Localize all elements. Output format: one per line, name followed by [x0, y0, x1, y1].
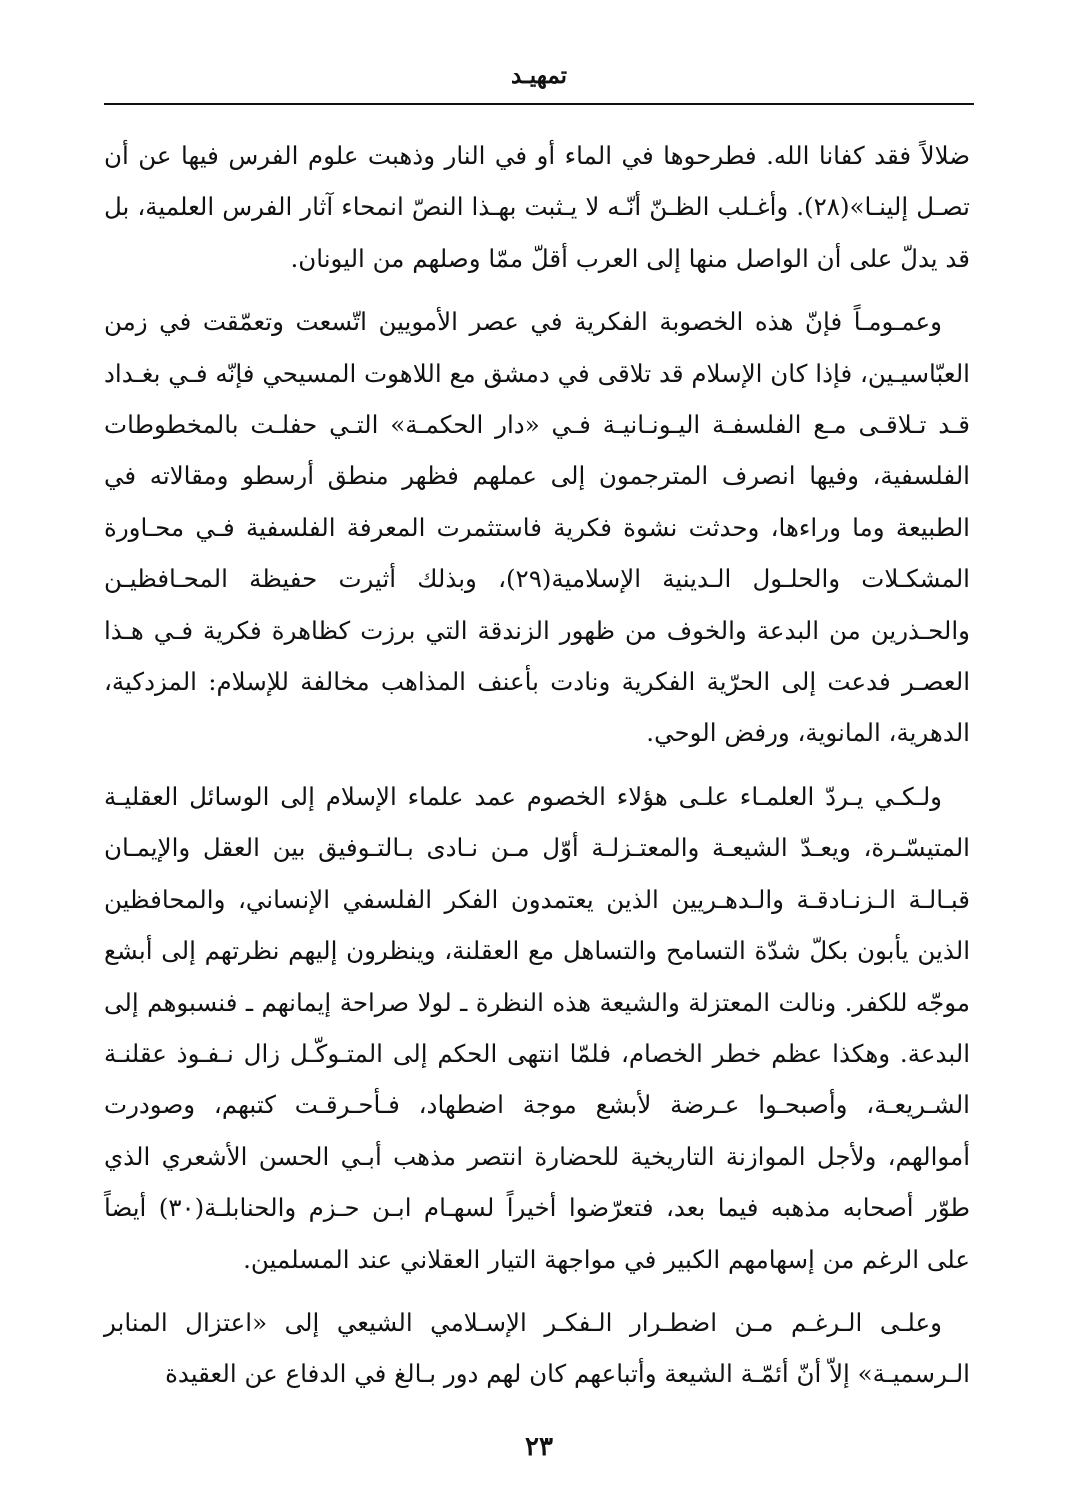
paragraph-3: ولـكـي يـردّ العلمـاء علـى هؤلاء الخصوم عمد علماء الإسلام إلى الوسائل العقليـة المتيسّـرة، ويعـدّ الشيعـة والمعتـزلـة أوّل مـن نـادى بـالتـوفيق بين العقل والإيمـان قبـالـة الـزنـادقـة والـدهـريين الذين يعتمدون الفكر الفلسفي الإنساني، والمحافظين الذين يأبون بكلّ شدّة التسامح والتساهل مع العقلنة، وينظرون إليهم نظرتهم إلى أبشع موجّه للكفر. ونالت المعتزلة والشيعة هذه النظرة ـ لولا صراحة إيمانهم ـ فنسبوهم إلى البدعة. وهكذا عظم خطر الخصام، فلمّا انتهى الحكم إلى المتـوكّـل زال نـفـوذ عقلنـة الشـريعـة، وأصبحـوا عـرضة لأبشع موجة اضطهاد، فـأحـرقـت كتبهم، وصودرت أموالهم، ولأجل الموازنة التاريخية للحضارة انتصر مذهب أبـي الحسن الأشعري الذي طوّر أصحابه مذهبه فيما بعد، فتعرّضوا أخيراً لسهـام ابـن حـزم والحنابلـة(٣٠) أيضاً على الرغم من إسهامهم الكبير في مواجهة التيار العقلاني عند المسلمين.	[104, 781, 970, 1274]
page-number: ٢٣	[525, 1432, 553, 1462]
paragraph-1: ضلالاً فقد كفانا الله. فطرحوها في الماء أو في النار وذهبت علوم الفرس فيها عن أن تصـل إلينـا»(٢٨). وأغـلب الظـنّ أنّـه لا يـثبت بهـذا النصّ انمحاء آثار الفرس العلمية، بل قد يدلّ على أن الواصل منها إلى العرب أقلّ ممّا وصلهم من اليونان.	[104, 141, 970, 273]
body-text	[104, 130, 970, 1400]
paragraph-2: وعمـومـاً فإنّ هذه الخصوبة الفكرية في عصر الأمويين اتّسعت وتعمّقت في زمن العبّاسيـين، فإذا كان الإسلام قد تلاقى في دمشق مع اللاهوت المسيحي فإنّه فـي بغـداد قـد تـلاقـى مـع الفلسفـة اليـونـانيـة فـي «دار الحكمـة» التـي حفلـت بالمخطوطات الفلسفية، وفيها انصرف المترجمون إلى عملهم فظهر منطق أرسطو ومقالاته في الطبيعة وما وراءها، وحدثت نشوة فكرية فاستثمرت المعرفة الفلسفية فـي محـاورة المشكـلات والحلـول الـدينية الإسلامية(٢٩)، وبذلك أثيرت حفيظة المحـافظيـن والحـذرين من البدعة والخوف من ظهور الزندقة التي برزت كظاهرة فكرية فـي هـذا العصـر فدعت إلى الحرّية الفكرية ونادت بأعنف المذاهب مخالفة للإسلام: المزدكية، الدهرية، المانوية، ورفض الوحي.	[104, 307, 970, 748]
paragraph-4: وعلـى الـرغـم مـن اضطـرار الـفكـر الإسـلامي الشيعي إلى «اعتزال المنابر الـرسميـة» إلاّ أنّ أئمّـة الشيعة وأتباعهم كان لهم دور بـالغ في الدفاع عن العقيدة	[104, 1307, 970, 1389]
running-header-title: تمهيـد	[510, 62, 568, 89]
header-divider	[104, 103, 974, 105]
